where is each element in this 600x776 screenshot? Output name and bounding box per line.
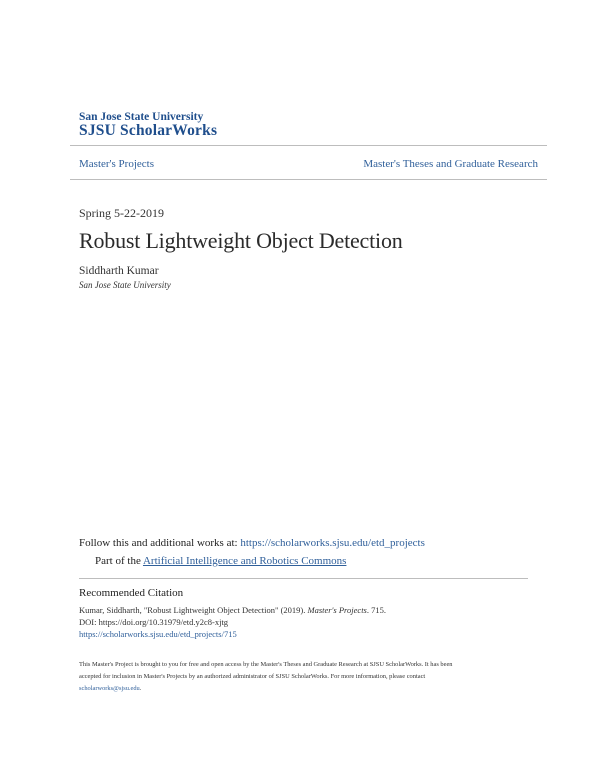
- divider-top: [70, 145, 547, 146]
- masters-projects-link[interactable]: Master's Projects: [79, 158, 154, 170]
- etd-projects-link[interactable]: https://scholarworks.sjsu.edu/etd_projects: [240, 537, 425, 549]
- citation-heading: Recommended Citation: [79, 587, 184, 599]
- notice-line-2: accepted for inclusion in Master's Projects by an authorized administrator of SJSU ScholarWorks. For more information, please contact: [79, 673, 426, 680]
- divider-nav: [70, 179, 547, 180]
- citation-url-link[interactable]: https://scholarworks.sjsu.edu/etd_projects/715: [79, 629, 237, 639]
- repository-name[interactable]: SJSU ScholarWorks: [79, 122, 218, 139]
- masters-theses-link[interactable]: Master's Theses and Graduate Research: [363, 158, 538, 170]
- access-notice: [79, 659, 452, 695]
- commons-link[interactable]: Artificial Intelligence and Robotics Commons: [142, 555, 347, 567]
- part-of-line: [95, 555, 346, 567]
- citation-series: Master's Projects: [307, 605, 367, 615]
- citation-number: . 715.: [366, 605, 386, 615]
- citation-doi: DOI: https://doi.org/10.31979/etd.y2c8-xjtg: [79, 617, 229, 627]
- follow-prefix: Follow this and additional works at:: [79, 537, 241, 549]
- notice-line-1: This Master's Project is brought to you for free and open access by the Master's Theses and Graduate Research at SJSU ScholarWorks. It has been: [79, 661, 453, 668]
- follow-line: [79, 537, 425, 549]
- citation-text: Kumar, Siddharth, "Robust Lightweight Object Detection" (2019).: [79, 605, 308, 615]
- author-name: Siddharth Kumar: [79, 265, 159, 277]
- citation-block: [79, 604, 386, 640]
- document-title: Robust Lightweight Object Detection: [79, 228, 403, 253]
- notice-end: .: [139, 685, 142, 692]
- author-affiliation: San Jose State University: [79, 280, 171, 290]
- university-name: San Jose State University: [79, 111, 204, 123]
- part-of-prefix: Part of the: [95, 555, 143, 567]
- divider-citation: [79, 578, 528, 579]
- publication-date: Spring 5-22-2019: [79, 206, 164, 220]
- contact-email-link[interactable]: scholarworks@sjsu.edu: [79, 685, 140, 692]
- citation-line-1: [79, 604, 386, 616]
